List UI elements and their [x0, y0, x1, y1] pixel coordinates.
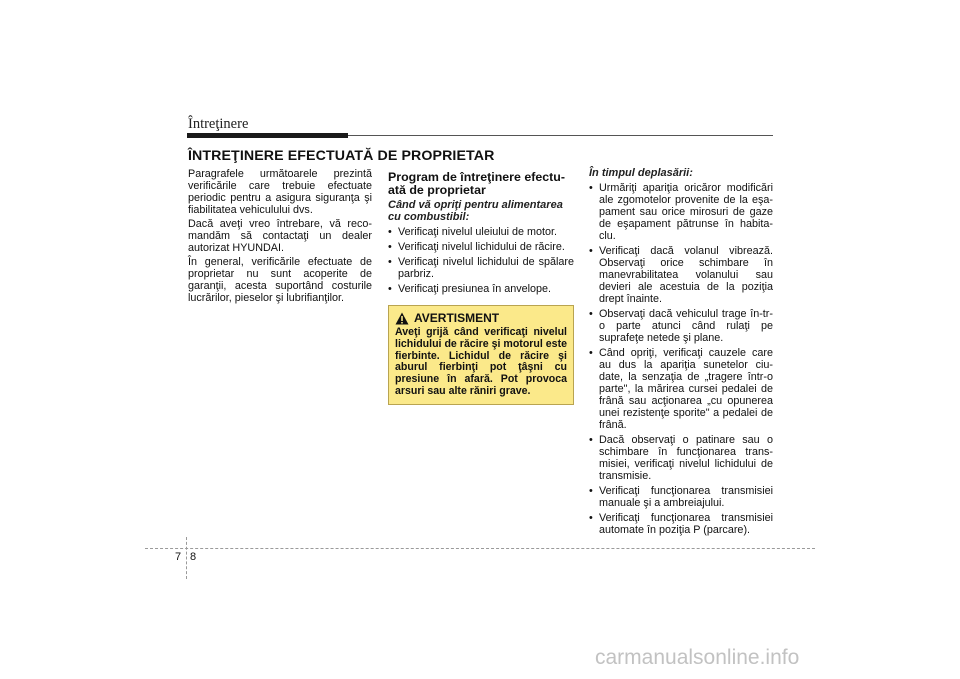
list-item: • Observaţi dacă vehiculul trage în-tr-o parte atunci când rulaţi pe suprafeţe netede şi plane.	[589, 308, 773, 344]
header-bar	[187, 133, 348, 138]
column-right	[589, 167, 773, 539]
list-item: • Verificaţi dacă volanul vibrează. Observaţi orice schimbare în manevrabilitatea volanului sau devieri ale acestuia de la poziţia drept înainte.	[589, 245, 773, 305]
list-item: • Verificaţi funcţionarea transmisiei manuale şi a ambreiajului.	[589, 485, 773, 509]
page-number-value: 8	[190, 551, 197, 563]
column-middle	[388, 171, 574, 298]
warning-box	[388, 305, 574, 405]
column-left	[188, 168, 372, 306]
bullet-list	[388, 226, 574, 295]
section-title: Întreţinere	[188, 116, 249, 132]
warning-title: AVERTISMENT	[414, 311, 500, 325]
warning-title-row	[395, 311, 567, 325]
section-subheading: În timpul deplasării:	[589, 167, 693, 179]
list-item: • Verificaţi nivelul uleiului de motor.	[388, 226, 574, 238]
list-item: • Când opriţi, verificaţi cauzele care au dus la apariţia sunetelor ciu-date, la senzaţia de „tragere într-o parte", la mărirea cursei pedalei de frână sau acţionarea „cu opunerea unei rezistenţe sporite" a pedalei de frână.	[589, 347, 773, 431]
list-item: • Dacă observaţi o patinare sau o schimbare în funcţionarea trans-misiei, verificaţi nivelul lichidului de transmisie.	[589, 434, 773, 482]
page-title: ÎNTREŢINERE EFECTUATĂ DE PROPRIETAR	[188, 148, 495, 164]
paragraph: În general, verificările efectuate de proprietar nu sunt acoperite de garanţii, acesta suportând costurile lucrărilor, pieselor şi lubrifianţilor.	[188, 256, 372, 304]
list-item: • Verificaţi presiunea în anvelope.	[388, 283, 574, 295]
list-item: • Verificaţi nivelul lichidului de răcire.	[388, 241, 574, 253]
warning-triangle-icon	[395, 312, 409, 325]
header-rule	[348, 135, 773, 136]
paragraph: Dacă aveţi vreo întrebare, vă reco-mandăm să contactaţi un dealer autorizat HYUNDAI.	[188, 218, 372, 254]
watermark: carmanualsonline.info	[595, 646, 800, 669]
footer-rule	[145, 548, 815, 549]
warning-text: Aveţi grijă când verificaţi nivelul lichidului de răcire şi motorul este fierbinte. Lichidul de răcire şi aburul fierbinţi pot ţâşni cu presiune în afară. Pot provoca arsuri sau alte răniri grave.	[395, 326, 567, 397]
section-heading: Program de întreţinere efectu-ată de proprietar	[388, 170, 565, 197]
list-item: • Verificaţi funcţionarea transmisiei automate în poziţia P (parcare).	[589, 512, 773, 536]
paragraph: Paragrafele următoarele prezintă verificările care trebuie efectuate periodic pentru a asigura siguranţa şi fiabilitatea vehiculului dvs.	[188, 168, 372, 216]
section-subheading: Când vă opriţi pentru alimentarea cu combustibil:	[388, 199, 563, 223]
bullet-list	[589, 182, 773, 536]
list-item: • Urmăriţi apariţia oricăror modificări ale zgomotelor provenite de la eşa-pament sau orice mirosuri de gaze de eşapament pătrunse în habita-clu.	[589, 182, 773, 242]
list-item: • Verificaţi nivelul lichidului de spălare parbriz.	[388, 256, 574, 280]
chapter-number: 7	[175, 551, 182, 563]
footer-divider	[186, 537, 187, 579]
